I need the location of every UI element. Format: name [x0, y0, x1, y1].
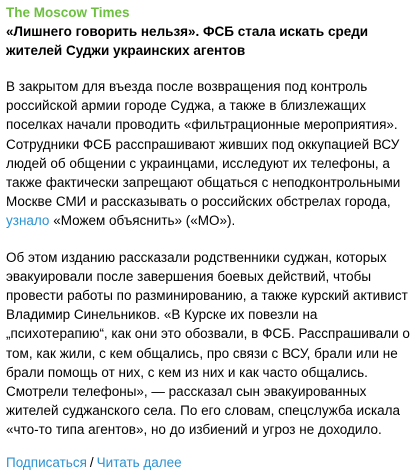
paragraph-1-text-before: В закрытом для въезда после возвращения под контроль российской армии городе Суджа, а также в близлежащих поселках начали проводить «фильтрационные мероприятия». Сотрудники ФСБ расспрашивают живших под оккупацией ВСУ людей об общении с украинцами, исследуют их телефоны, а также фактически запрещают общаться с неподконтрольными Москве СМИ и рассказывать о российских обстрелах города,: [6, 79, 401, 210]
source-link[interactable]: узнало: [6, 213, 50, 229]
post-headline: «Лишнего говорить нельзя». ФСБ стала искать среди жителей Суджи украинских агентов: [6, 24, 369, 58]
paragraph-1-text-after: «Можем объяснить» («МО»).: [49, 213, 236, 229]
read-more-link[interactable]: Читать далее: [96, 455, 182, 470]
paragraph-2: Об этом изданию рассказали родственники суджан, которых эвакуировали после завершения боевых действий, чтобы провести работы по разминированию, а также курский активист Владимир Синельников. «В Курске их повезли на „психотерапию“, как они это обозвали, в ФСБ. Расспрашивали о том, как жили, с кем общались, про связи с ВСУ, брали или не брали помощь от них, с кем из них и как часто общались. Смотрели телефоны», — рассказал сын эвакуированных жителей суджанского села. По его словам, спецслужба искала «что-то типа агентов», но до избиений и угроз не доходило.: [6, 249, 410, 438]
paragraph-1: [6, 77, 414, 231]
post-footer: [6, 453, 182, 472]
subscribe-link[interactable]: Подписаться: [6, 455, 87, 470]
channel-name[interactable]: The Moscow Times: [6, 5, 130, 20]
footer-separator: /: [89, 455, 94, 470]
